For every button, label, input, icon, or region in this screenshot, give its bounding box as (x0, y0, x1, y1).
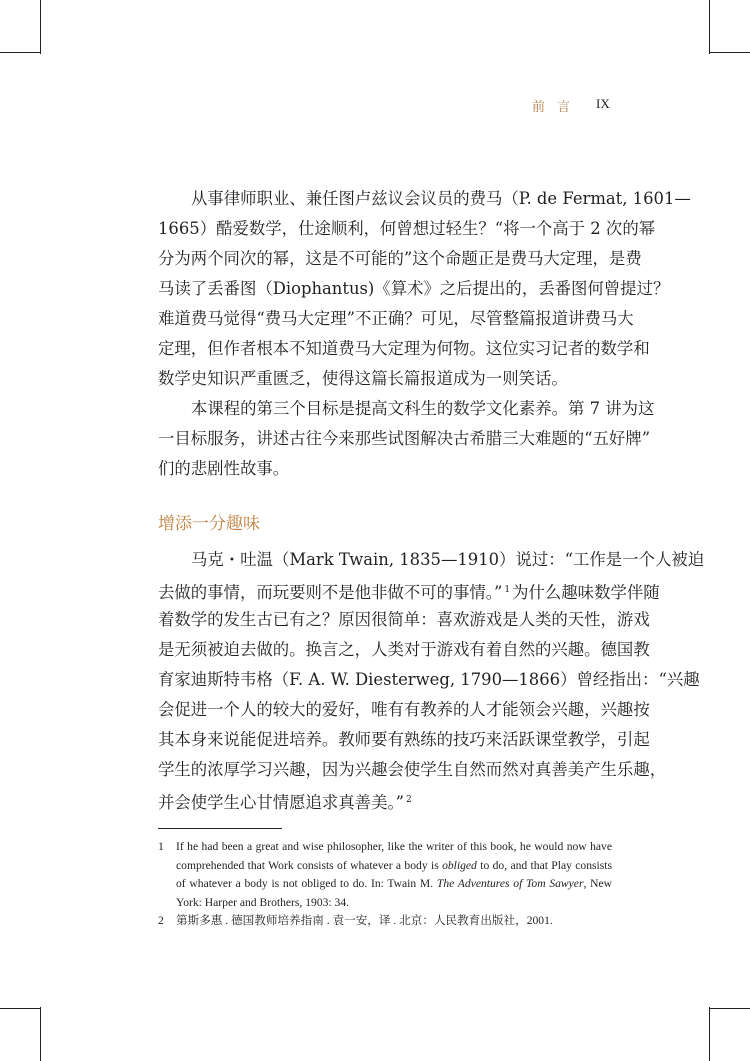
footnote-text: York: Harper and Brothers, 1903: 34. (176, 895, 350, 909)
crop-mark (0, 1008, 40, 1009)
text-line: 学生的浓厚学习兴趣，因为兴趣会使学生自然而然对真善美产生乐趣， (158, 760, 667, 779)
footnote-rule (158, 828, 282, 829)
text-span: 并会使学生心甘情愿追求真善美。” (158, 793, 405, 812)
footnote-text: comprehended that Work consists of whatever a body is obliged to do, and that Play consists (176, 858, 612, 872)
footnote-number: 2 (158, 914, 164, 927)
text-line: 一目标服务，讲述古往今来那些试图解决古希腊三大难题的“五好牌” (158, 429, 651, 448)
crop-mark (709, 0, 710, 54)
crop-mark (710, 1008, 750, 1009)
text-line: 本课程的第三个目标是提高文科生的数学文化素养。第 7 讲为这 (191, 399, 655, 418)
text-line: 定理，但作者根本不知道费马大定理为何物。这位实习记者的数学和 (158, 339, 650, 358)
text-line (158, 790, 612, 813)
text-line: 1665）酷爱数学，仕途顺利，何曾想过轻生？“将一个高于 2 次的幂 (158, 219, 656, 238)
crop-mark (40, 0, 41, 54)
text-line: 数学史知识严重匮乏，使得这篇长篇报道成为一则笑话。 (158, 369, 568, 388)
text-span: 为什么趣味数学伴随 (512, 583, 660, 602)
footnote-text: If he had been a great and wise philosopher, like the writer of this book, he would now have (176, 840, 612, 853)
footnote-number: 1 (158, 840, 164, 853)
text-line: 们的悲剧性故事。 (158, 459, 290, 478)
text-line: 着数学的发生古已有之？原因很简单：喜欢游戏是人类的天性，游戏 (158, 610, 650, 629)
text-line: 其本身来说能促进培养。教师要有熟练的技巧来活跃课堂教学，引起 (158, 730, 650, 749)
crop-mark (710, 52, 750, 53)
footnote-text: 第斯多惠 . 德国教师培养指南 . 袁一安，译 . 北京：人民教育出版社，2001. (176, 914, 553, 927)
section-heading: 增添一分趣味 (158, 514, 260, 534)
text-line: 会促进一个人的较大的爱好，唯有有教养的人才能领会兴趣，兴趣按 (158, 700, 650, 719)
crop-mark (0, 52, 40, 53)
text-line: 育家迪斯特韦格（F. A. W. Diesterweg, 1790—1866）曾经指出：“兴趣 (158, 670, 700, 689)
text-line: 从事律师职业、兼任图卢兹议会议员的费马（P. de Fermat, 1601— (191, 189, 691, 208)
running-header-section: 前 言 (532, 100, 575, 115)
text-line: 马读了丢番图（Diophantus)《算术》之后提出的，丢番图何曾提过？ (158, 279, 670, 298)
text-line: 马克・吐温（Mark Twain, 1835—1910）说过：“工作是一个人被迫 (191, 550, 705, 569)
text-line: 是无须被迫去做的。换言之，人类对于游戏有着自然的兴趣。德国教 (158, 640, 650, 659)
crop-mark (709, 1007, 710, 1061)
footnote-text: of whatever a body is not obliged to do. In: Twain M. The Adventures of Tom Sawyer, New (176, 877, 612, 890)
footnote-ref[interactable]: 1 (504, 585, 511, 595)
text-line (158, 580, 660, 603)
text-line: 难道费马觉得“费马大定理”不正确？可见，尽管整篇报道讲费马大 (158, 309, 634, 328)
text-span: 去做的事情，而玩要则不是他非做不可的事情。” (158, 583, 503, 602)
footnote-ref[interactable]: 2 (406, 795, 412, 805)
page-number: IX (596, 96, 610, 111)
crop-mark (40, 1007, 41, 1061)
text-line: 分为两个同次的幂，这是不可能的”这个命题正是费马大定理，是费 (158, 249, 642, 268)
